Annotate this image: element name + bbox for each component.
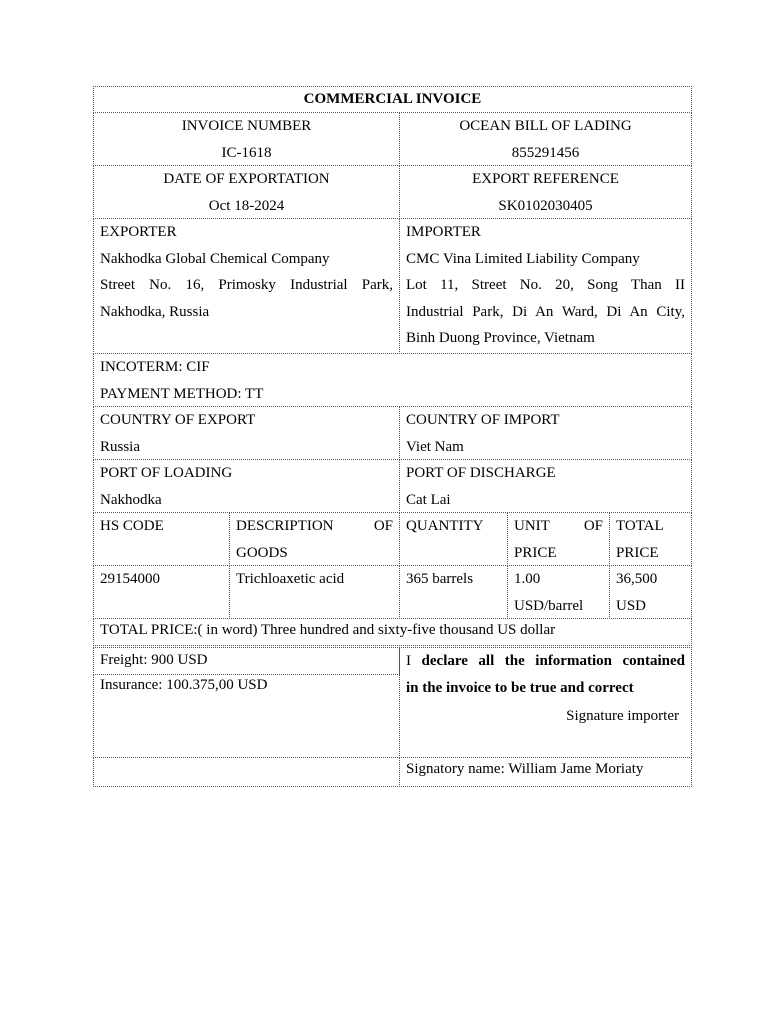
unit-price-header: UNIT OF PRICE [507, 512, 610, 566]
invoice-number-row [93, 112, 692, 166]
signatory-cell [399, 757, 692, 787]
countries-row [93, 406, 692, 460]
signature-label: Signature importer [566, 708, 679, 724]
country-of-export-label: COUNTRY OF EXPORT [100, 412, 256, 428]
country-of-export-value: Russia [100, 438, 141, 455]
incoterm: INCOTERM: CIF [100, 359, 210, 375]
total-price-words: TOTAL PRICE:( in word) Three hundred and sixty-five thousand US dollar [100, 622, 556, 638]
port-of-discharge-label: PORT OF DISCHARGE [406, 465, 556, 481]
country-of-import-value: Viet Nam [406, 438, 464, 455]
invoice-number-value: IC-1618 [221, 144, 272, 161]
ports-row [93, 459, 692, 513]
quantity-header: QUANTITY [399, 512, 508, 566]
freight-cell [93, 647, 400, 675]
exporter-address-line-1: Street No. 16, Primosky Industrial Park, [100, 277, 393, 293]
unit-price-cell: 1.00 USD/barrel [507, 565, 610, 619]
description-header: DESCRIPTION OF GOODS [229, 512, 400, 566]
port-of-loading-value: Nakhodka [100, 491, 162, 508]
exportation-date-row [93, 165, 692, 219]
terms-cell [93, 353, 692, 407]
importer-name: CMC Vina Limited Liability Company [406, 250, 640, 267]
insurance: Insurance: 100.375,00 USD [100, 677, 268, 693]
total-price-cell: 36,500 USD [609, 565, 692, 619]
exporter-address-line-2: Nakhodka, Russia [100, 303, 210, 320]
parties-row [93, 218, 692, 354]
signatory-row [93, 757, 692, 787]
table-row [93, 565, 692, 619]
insurance-cell [93, 674, 400, 758]
importer-address-line-2: Industrial Park, Di An Ward, Di An City, [406, 303, 685, 320]
signatory-blank-cell [93, 757, 400, 787]
country-of-export-cell [93, 406, 400, 460]
total-price-words-cell [93, 618, 692, 646]
costs-declaration-row [93, 647, 692, 758]
exporter-cell [93, 218, 400, 354]
invoice-title: COMMERCIAL INVOICE [303, 91, 482, 107]
export-reference-value: SK0102030405 [498, 197, 593, 214]
port-of-discharge-cell [399, 459, 692, 513]
total-price-header: TOTAL PRICE [609, 512, 692, 566]
exportation-date-label: DATE OF EXPORTATION [163, 171, 330, 187]
quantity-cell: 365 barrels [399, 565, 508, 619]
signatory-name: Signatory name: William Jame Moriaty [406, 761, 644, 777]
importer-label: IMPORTER [406, 224, 481, 240]
port-of-loading-label: PORT OF LOADING [100, 465, 233, 481]
exportation-date-value: Oct 18-2024 [208, 197, 285, 214]
invoice-number-cell [93, 112, 400, 166]
declaration-text-line-1: declare all the information contained [421, 653, 685, 669]
bill-of-lading-value: 855291456 [511, 144, 580, 161]
bill-of-lading-cell [399, 112, 692, 166]
port-of-loading-cell [93, 459, 400, 513]
payment-method: PAYMENT METHOD: TT [100, 385, 264, 402]
export-reference-cell [399, 165, 692, 219]
importer-address-line-3: Binh Duong Province, Vietnam [406, 330, 595, 346]
country-of-import-cell [399, 406, 692, 460]
port-of-discharge-value: Cat Lai [406, 491, 451, 508]
total-price-words-row [93, 618, 692, 646]
exporter-name: Nakhodka Global Chemical Company [100, 250, 330, 267]
exportation-date-cell [93, 165, 400, 219]
hs-code-header: HS CODE [93, 512, 230, 566]
description-cell: Trichloaxetic acid [229, 565, 400, 619]
freight: Freight: 900 USD [100, 652, 208, 668]
invoice-title-cell [93, 86, 692, 113]
invoice-title-row [93, 86, 692, 113]
bill-of-lading-label: OCEAN BILL OF LADING [459, 118, 632, 134]
terms-row [93, 353, 692, 407]
goods-header-row [93, 512, 692, 566]
country-of-import-label: COUNTRY OF IMPORT [406, 412, 560, 428]
declaration-cell [399, 647, 692, 758]
invoice-number-label: INVOICE NUMBER [181, 118, 312, 134]
export-reference-label: EXPORT REFERENCE [472, 171, 619, 187]
declaration-text-line-2: in the invoice to be true and correct [406, 680, 634, 696]
declaration-prefix: I [406, 653, 411, 669]
exporter-label: EXPORTER [100, 224, 177, 240]
hs-code-cell: 29154000 [93, 565, 230, 619]
importer-cell [399, 218, 692, 354]
importer-address-line-1: Lot 11, Street No. 20, Song Than II [406, 277, 685, 293]
